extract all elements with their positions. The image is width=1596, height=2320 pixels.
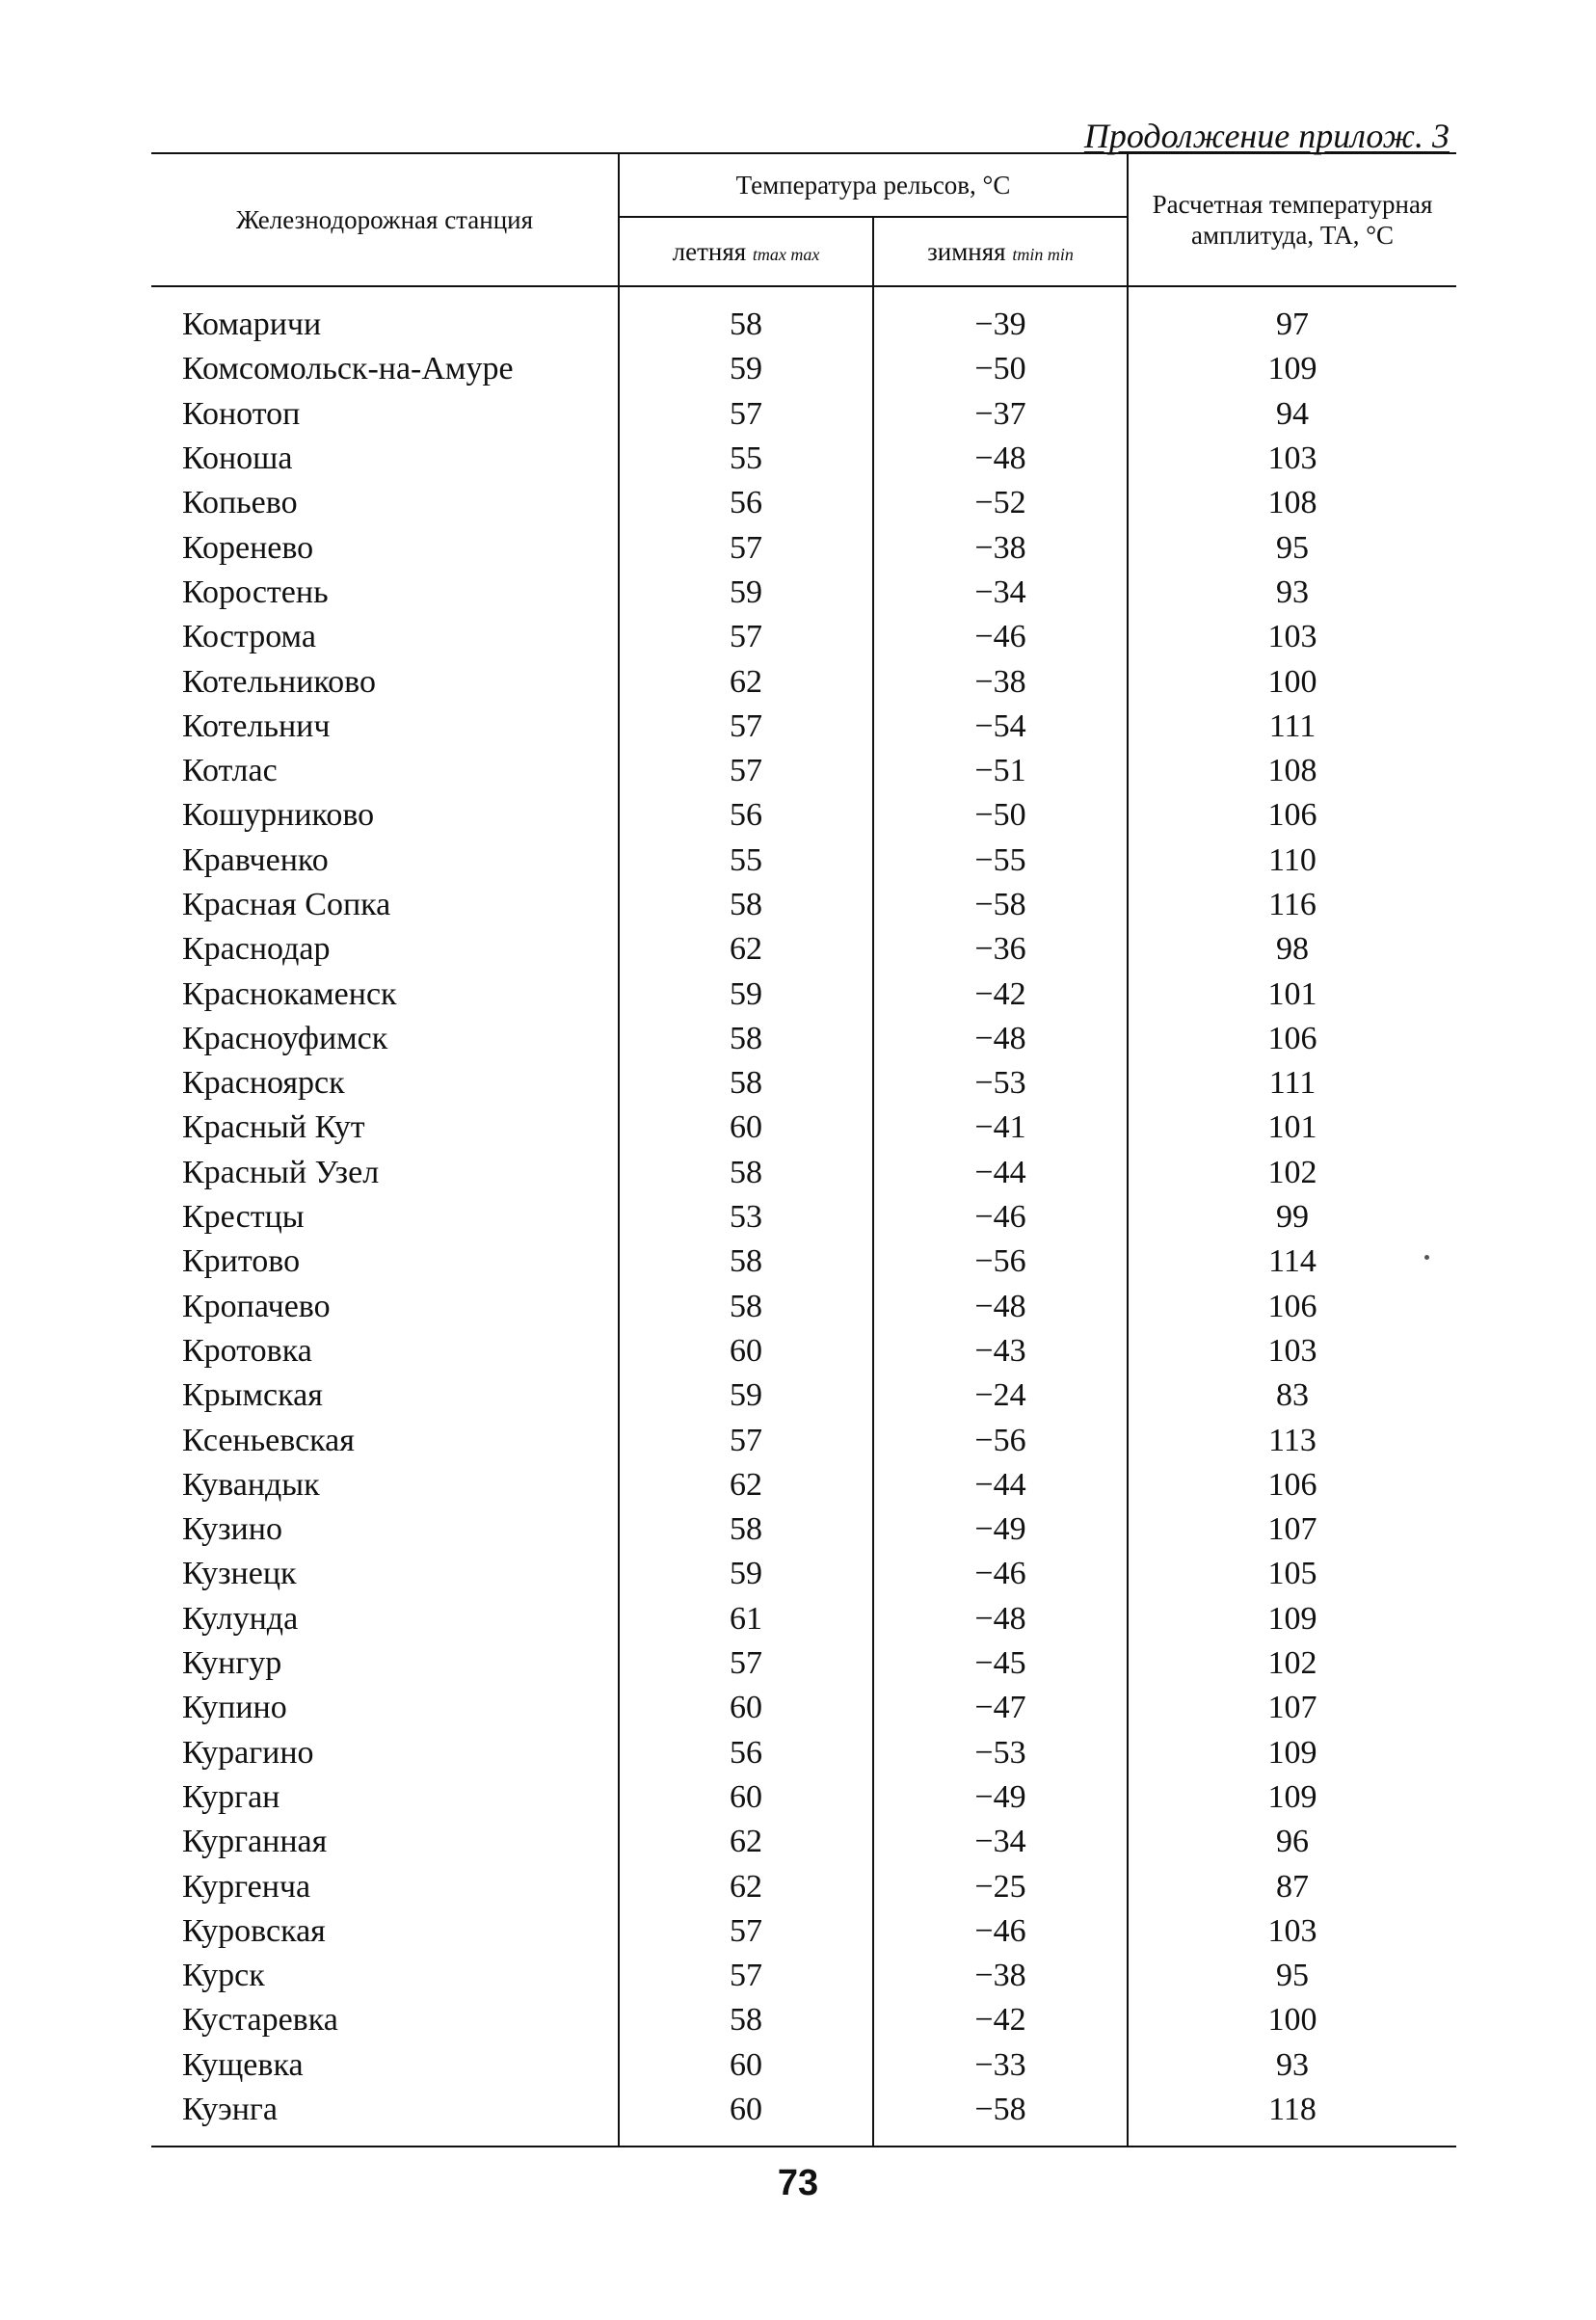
table-row (151, 1329, 1456, 1373)
table-row (151, 347, 1456, 391)
summer-temp-cell: 60 (619, 1329, 873, 1373)
amplitude-cell: 93 (1276, 573, 1309, 610)
station-cell: Коренево (151, 525, 619, 570)
amplitude-cell: 94 (1276, 395, 1309, 432)
amplitude-cell: 100 (1267, 2002, 1317, 2039)
summer-temp-cell: 58 (619, 1285, 873, 1329)
summer-temp-cell: 58 (619, 1061, 873, 1106)
amplitude-cell: 109 (1267, 351, 1317, 387)
table-row (151, 1507, 1456, 1552)
table-body (151, 286, 1456, 2147)
station-cell: Котельниково (151, 659, 619, 704)
summer-temp-cell: 57 (619, 749, 873, 793)
table-row (151, 749, 1456, 793)
station-cell: Крымская (151, 1373, 619, 1418)
table-row (151, 1463, 1456, 1507)
amplitude-cell: 106 (1267, 1020, 1317, 1056)
table-row (151, 481, 1456, 525)
station-cell: Куровская (151, 1909, 619, 1954)
spacer-row (151, 286, 1456, 303)
table-row (151, 1552, 1456, 1596)
table-row (151, 793, 1456, 838)
station-cell: Кротовка (151, 1329, 619, 1373)
winter-temp-cell: −55 (873, 839, 1128, 883)
spacer-cell (619, 2132, 873, 2147)
station-cell: Куэнга (151, 2088, 619, 2132)
table-row (151, 303, 1456, 347)
winter-temp-cell: −53 (873, 1061, 1128, 1106)
summer-temp-cell: 59 (619, 347, 873, 391)
station-cell: Курганная (151, 1820, 619, 1864)
station-cell: Котлас (151, 749, 619, 793)
summer-temp-cell: 57 (619, 1954, 873, 1998)
amplitude-cell: 87 (1276, 1868, 1309, 1905)
table-row (151, 2043, 1456, 2088)
winter-temp-cell: −56 (873, 1240, 1128, 1284)
continuation-note: Продолжение прилож. 3 (1083, 117, 1450, 155)
table-row (151, 1597, 1456, 1641)
spacer-cell (1128, 2132, 1456, 2147)
station-cell: Ксеньевская (151, 1418, 619, 1462)
amplitude-cell: 116 (1268, 887, 1317, 922)
spacer-cell (873, 2132, 1128, 2147)
summer-temp-cell: 62 (619, 659, 873, 704)
table-row (151, 1641, 1456, 1686)
summer-temp-cell: 57 (619, 705, 873, 749)
table-row (151, 1775, 1456, 1820)
table-row (151, 2088, 1456, 2132)
winter-temp-cell: −45 (873, 1641, 1128, 1686)
amplitude-cell: 101 (1267, 975, 1317, 1012)
winter-temp-cell: −51 (873, 749, 1128, 793)
summer-temp-cell: 58 (619, 1240, 873, 1284)
table-row (151, 705, 1456, 749)
amplitude-cell: 99 (1276, 1199, 1309, 1236)
winter-temp-cell: −58 (873, 2088, 1128, 2132)
summer-temp-cell: 58 (619, 303, 873, 347)
summer-temp-cell: 58 (619, 883, 873, 927)
amplitude-cell: 109 (1267, 1734, 1317, 1771)
station-cell: Красноярск (151, 1061, 619, 1106)
winter-temp-cell: −34 (873, 571, 1128, 615)
amplitude-cell: 113 (1268, 1422, 1317, 1458)
station-cell: Кургенча (151, 1864, 619, 1908)
amplitude-cell: 107 (1267, 1690, 1317, 1726)
table-row (151, 1820, 1456, 1864)
winter-temp-cell: −58 (873, 883, 1128, 927)
summer-temp-cell: 57 (619, 1641, 873, 1686)
header-amplitude-label: Расчетная температурная амплитуда, TA, °C (1152, 189, 1433, 250)
summer-temp-cell: 62 (619, 1820, 873, 1864)
winter-temp-cell: −50 (873, 347, 1128, 391)
winter-temp-cell: −48 (873, 1597, 1128, 1641)
amplitude-cell: 114 (1268, 1243, 1317, 1280)
amplitude-cell: 118 (1268, 2092, 1317, 2128)
summer-temp-cell: 60 (619, 1686, 873, 1730)
summer-temp-cell: 62 (619, 1864, 873, 1908)
summer-temp-cell: 55 (619, 839, 873, 883)
winter-temp-cell: −52 (873, 481, 1128, 525)
winter-temp-cell: −25 (873, 1864, 1128, 1908)
station-cell: Коростень (151, 571, 619, 615)
summer-temp-cell: 58 (619, 1998, 873, 2042)
summer-temp-cell: 53 (619, 1195, 873, 1240)
amplitude-cell: 93 (1276, 2046, 1309, 2083)
table-row (151, 392, 1456, 437)
amplitude-cell: 107 (1267, 1511, 1317, 1548)
spacer-cell (151, 286, 619, 303)
station-cell: Кузнецк (151, 1552, 619, 1596)
station-cell: Комаричи (151, 303, 619, 347)
station-cell: Кунгур (151, 1641, 619, 1686)
summer-temp-cell: 60 (619, 2088, 873, 2132)
table-row (151, 1151, 1456, 1195)
table-row (151, 1373, 1456, 1418)
winter-temp-cell: −41 (873, 1106, 1128, 1150)
amplitude-cell: 111 (1268, 1065, 1317, 1102)
table-row (151, 1418, 1456, 1462)
summer-temp-cell: 59 (619, 972, 873, 1016)
amplitude-cell: 109 (1267, 1600, 1317, 1637)
amplitude-cell: 102 (1267, 1645, 1317, 1682)
winter-temp-cell: −43 (873, 1329, 1128, 1373)
winter-temp-cell: −46 (873, 615, 1128, 659)
rail-temperature-table (151, 152, 1456, 2147)
summer-temp-cell: 59 (619, 1373, 873, 1418)
page-number: 73 (777, 2163, 819, 2203)
amplitude-cell: 96 (1276, 1824, 1309, 1860)
station-cell: Копьево (151, 481, 619, 525)
rail-temperature-table-container (151, 152, 1456, 2147)
header-summer (619, 217, 873, 286)
station-cell: Кущевка (151, 2043, 619, 2088)
amplitude-cell: 110 (1268, 841, 1317, 878)
header-winter-label: зимняя (927, 236, 1006, 266)
summer-temp-cell: 57 (619, 525, 873, 570)
summer-temp-cell: 62 (619, 1463, 873, 1507)
summer-temp-cell: 58 (619, 1151, 873, 1195)
summer-temp-cell: 57 (619, 1909, 873, 1954)
summer-temp-cell: 56 (619, 1731, 873, 1775)
winter-temp-cell: −42 (873, 1998, 1128, 2042)
header-summer-sub: tmax max (752, 244, 820, 264)
amplitude-cell: 100 (1267, 663, 1317, 700)
amplitude-cell: 111 (1268, 707, 1317, 744)
winter-temp-cell: −42 (873, 972, 1128, 1016)
amplitude-cell: 103 (1267, 1332, 1317, 1369)
winter-temp-cell: −36 (873, 927, 1128, 972)
winter-temp-cell: −38 (873, 1954, 1128, 1998)
table-row (151, 883, 1456, 927)
amplitude-cell: 95 (1276, 529, 1309, 566)
table-header (151, 153, 1456, 286)
table-row (151, 1731, 1456, 1775)
stray-mark (1424, 1255, 1429, 1260)
amplitude-cell: 98 (1276, 931, 1309, 968)
station-cell: Кузино (151, 1507, 619, 1552)
amplitude-cell: 108 (1267, 753, 1317, 789)
table-row (151, 1017, 1456, 1061)
table-row (151, 1864, 1456, 1908)
winter-temp-cell: −56 (873, 1418, 1128, 1462)
winter-temp-cell: −50 (873, 793, 1128, 838)
station-cell: Купино (151, 1686, 619, 1730)
amplitude-cell: 106 (1267, 1288, 1317, 1324)
winter-temp-cell: −48 (873, 1017, 1128, 1061)
summer-temp-cell: 59 (619, 571, 873, 615)
header-summer-label: летняя (672, 236, 747, 266)
winter-temp-cell: −54 (873, 705, 1128, 749)
winter-temp-cell: −49 (873, 1507, 1128, 1552)
table-row (151, 525, 1456, 570)
station-cell: Конотоп (151, 392, 619, 437)
amplitude-cell: 97 (1276, 307, 1309, 343)
summer-temp-cell: 57 (619, 392, 873, 437)
winter-temp-cell: −44 (873, 1463, 1128, 1507)
table-row (151, 1285, 1456, 1329)
amplitude-cell: 95 (1276, 1958, 1309, 1994)
station-cell: Курагино (151, 1731, 619, 1775)
spacer-row (151, 2132, 1456, 2147)
station-cell: Красная Сопка (151, 883, 619, 927)
table-row (151, 839, 1456, 883)
spacer-cell (151, 2132, 619, 2147)
summer-temp-cell: 57 (619, 615, 873, 659)
station-cell: Критово (151, 1240, 619, 1284)
station-cell: Краснокаменск (151, 972, 619, 1016)
summer-temp-cell: 62 (619, 927, 873, 972)
table-row (151, 659, 1456, 704)
winter-temp-cell: −24 (873, 1373, 1128, 1418)
station-cell: Кувандык (151, 1463, 619, 1507)
table-row (151, 1998, 1456, 2042)
summer-temp-cell: 58 (619, 1507, 873, 1552)
amplitude-cell: 101 (1267, 1109, 1317, 1146)
winter-temp-cell: −46 (873, 1552, 1128, 1596)
table-row (151, 1195, 1456, 1240)
amplitude-cell: 105 (1267, 1556, 1317, 1592)
winter-temp-cell: −37 (873, 392, 1128, 437)
table-row (151, 1061, 1456, 1106)
winter-temp-cell: −38 (873, 659, 1128, 704)
station-cell: Краснодар (151, 927, 619, 972)
table-row (151, 437, 1456, 481)
amplitude-cell: 106 (1267, 1466, 1317, 1503)
winter-temp-cell: −53 (873, 1731, 1128, 1775)
summer-temp-cell: 56 (619, 793, 873, 838)
station-cell: Красный Узел (151, 1151, 619, 1195)
table-row (151, 1686, 1456, 1730)
table-row (151, 1954, 1456, 1998)
station-cell: Кустаревка (151, 1998, 619, 2042)
winter-temp-cell: −46 (873, 1195, 1128, 1240)
summer-temp-cell: 56 (619, 481, 873, 525)
table-row (151, 1240, 1456, 1284)
header-winter (873, 217, 1128, 286)
summer-temp-cell: 55 (619, 437, 873, 481)
winter-temp-cell: −34 (873, 1820, 1128, 1864)
station-cell: Красный Кут (151, 1106, 619, 1150)
station-cell: Кравченко (151, 839, 619, 883)
station-cell: Кропачево (151, 1285, 619, 1329)
amplitude-cell: 102 (1267, 1154, 1317, 1190)
station-cell: Красноуфимск (151, 1017, 619, 1061)
summer-temp-cell: 61 (619, 1597, 873, 1641)
spacer-cell (873, 286, 1128, 303)
header-amplitude (1128, 153, 1456, 286)
station-cell: Курск (151, 1954, 619, 1998)
summer-temp-cell: 57 (619, 1418, 873, 1462)
station-cell: Кострома (151, 615, 619, 659)
winter-temp-cell: −33 (873, 2043, 1128, 2088)
amplitude-cell: 83 (1276, 1377, 1309, 1414)
station-cell: Комсомольск-на-Амуре (151, 347, 619, 391)
table-row (151, 615, 1456, 659)
winter-temp-cell: −38 (873, 525, 1128, 570)
winter-temp-cell: −39 (873, 303, 1128, 347)
winter-temp-cell: −49 (873, 1775, 1128, 1820)
table-row (151, 1909, 1456, 1954)
table-row (151, 972, 1456, 1016)
summer-temp-cell: 58 (619, 1017, 873, 1061)
summer-temp-cell: 59 (619, 1552, 873, 1596)
station-cell: Курган (151, 1775, 619, 1820)
station-cell: Кулунда (151, 1597, 619, 1641)
amplitude-cell: 103 (1267, 440, 1317, 477)
winter-temp-cell: −48 (873, 437, 1128, 481)
winter-temp-cell: −47 (873, 1686, 1128, 1730)
station-cell: Коноша (151, 437, 619, 481)
amplitude-cell: 103 (1267, 1912, 1317, 1949)
station-cell: Кошурниково (151, 793, 619, 838)
station-cell: Котельнич (151, 705, 619, 749)
summer-temp-cell: 60 (619, 1106, 873, 1150)
station-cell: Крестцы (151, 1195, 619, 1240)
spacer-cell (619, 286, 873, 303)
table-row (151, 927, 1456, 972)
header-winter-sub: tmin min (1012, 244, 1074, 264)
winter-temp-cell: −44 (873, 1151, 1128, 1195)
amplitude-cell: 103 (1267, 619, 1317, 655)
amplitude-cell: 108 (1267, 485, 1317, 521)
table-row (151, 1106, 1456, 1150)
header-station: Железнодорожная станция (151, 153, 619, 286)
table-row (151, 571, 1456, 615)
winter-temp-cell: −46 (873, 1909, 1128, 1954)
summer-temp-cell: 60 (619, 1775, 873, 1820)
summer-temp-cell: 60 (619, 2043, 873, 2088)
winter-temp-cell: −48 (873, 1285, 1128, 1329)
amplitude-cell: 106 (1267, 797, 1317, 834)
amplitude-cell: 109 (1267, 1778, 1317, 1815)
spacer-cell (1128, 286, 1456, 303)
header-rail-temperature: Температура рельсов, °C (619, 153, 1128, 217)
